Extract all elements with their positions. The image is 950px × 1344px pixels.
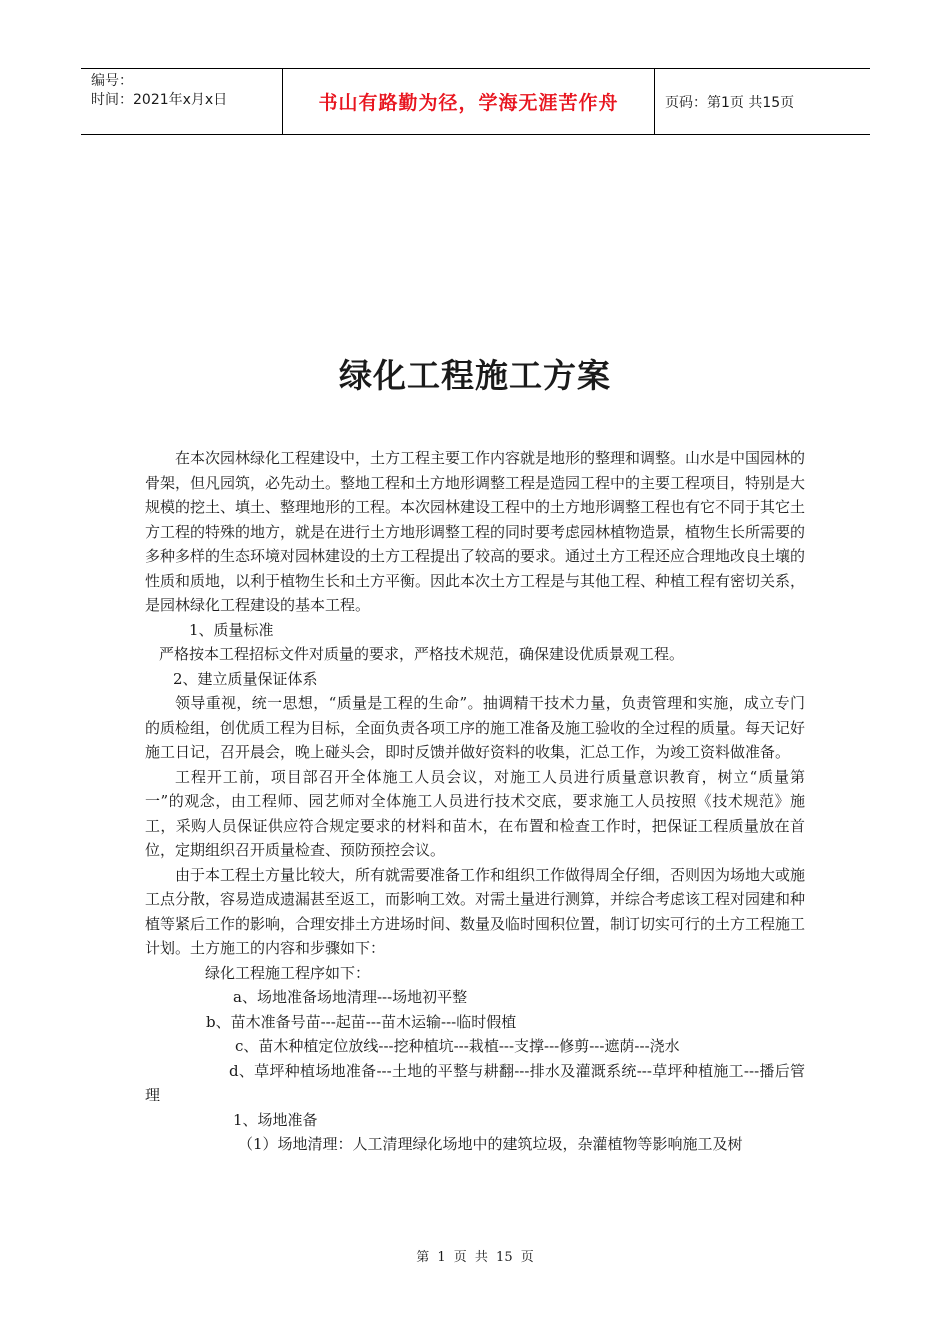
procedure-item-b: b、苗木准备号苗---起苗---苗木运输---临时假植 — [206, 1012, 517, 1031]
paragraph-kickoff: 工程开工前，项目部召开全体施工人员会议，对施工人员进行质量意识教育，树立“质量第一”的观念，由工程师、园艺师对全体施工人员进行技术交底，要求施工人员按照《技术规范》施工，采购人员保证供应符合规定要求的材料和苗木，在布置和检查工作时，把保证工程质量放在首位，定期组织召开质量检查、预防预控会议。 — [145, 767, 805, 859]
header-page-code: 页码：第1页 共15页 — [665, 94, 795, 111]
procedure-item-a: a、场地准备场地清理---场地初平整 — [233, 988, 468, 1006]
doc-number-label: 编号： — [91, 73, 133, 89]
procedure-item-d: d、草坪种植场地准备---土地的平整与耕翻---排水及灌溉系统---草坪种植施工---播后管理 — [145, 1061, 805, 1104]
paragraph-site-clearing: （1）场地清理：人工清理绿化场地中的建筑垃圾，杂灌植物等影响施工及树 — [238, 1135, 743, 1153]
paragraph-quality-standard: 严格按本工程招标文件对质量的要求，严格技术规范，确保建设优质景观工程。 — [159, 645, 685, 663]
paragraph-earthwork: 由于本工程土方量比较大，所有就需要准备工作和组织工作做得周全仔细，否则因为场地大或施工点分散，容易造成遗漏甚至返工，而影响工效。对需土量进行测算，并综合考虑该工程对园建和种植等紧后工作的影响，合理安排土方进场时间、数量及临时囤积位置，制订切实可行的土方工程施工计划。土方施工的内容和步骤如下： — [145, 865, 806, 957]
doc-time-label: 时间：2021年x月x日 — [91, 92, 228, 108]
paragraph-intro: 在本次园林绿化工程建设中，土方工程主要工作内容就是地形的整理和调整。山水是中国园林的骨架，但凡园筑，必先动土。整地工程和土方地形调整工程是造园工程中的主要工程项目，特别是大规模的挖土、填土、整理地形的工程。本次园林建设工程中的土方地形调整工程也有它不同于其它土方工程的特殊的地方，就是在进行土方地形调整工程的同时要考虑园林植物造景，植物生长所需要的多种多样的生态环境对园林建设的土方工程提出了较高的要求。通过土方工程还应合理地改良土壤的性质和质地，以利于植物生长和土方平衡。因此本次土方工程是与其他工程、种植工程有密切关系，是园林绿化工程建设的基本工程。 — [145, 449, 806, 614]
heading-site-prep: 1、场地准备 — [233, 1110, 318, 1129]
heading-quality-system: 2、建立质量保证体系 — [173, 669, 318, 688]
header-motto: 书山有路勤为径，学海无涯苦作舟 — [282, 69, 655, 134]
procedure-heading: 绿化工程施工程序如下： — [205, 963, 371, 982]
page-footer: 第 1 页 共 15 页 — [416, 1250, 534, 1265]
paragraph-leadership: 领导重视，统一思想，“质量是工程的生命”。抽调精干技术力量，负责管理和实施，成立专门的质检组，创优质工程为目标，全面负责各项工序的施工准备及施工验收的全过程的质量。每天记好施工日记，召开晨会，晚上碰头会，即时反馈并做好资料的收集，汇总工作，为竣工资料做准备。 — [145, 694, 806, 761]
header-table — [81, 68, 870, 135]
document-body — [145, 446, 805, 1157]
heading-quality-standard: 1、质量标准 — [189, 620, 274, 639]
document-title: 绿化工程施工方案 — [339, 356, 611, 395]
procedure-item-c: c、苗木种植定位放线---挖种植坑---栽植---支撑---修剪---遮荫---浇水 — [235, 1037, 680, 1055]
header-meta — [81, 69, 282, 134]
